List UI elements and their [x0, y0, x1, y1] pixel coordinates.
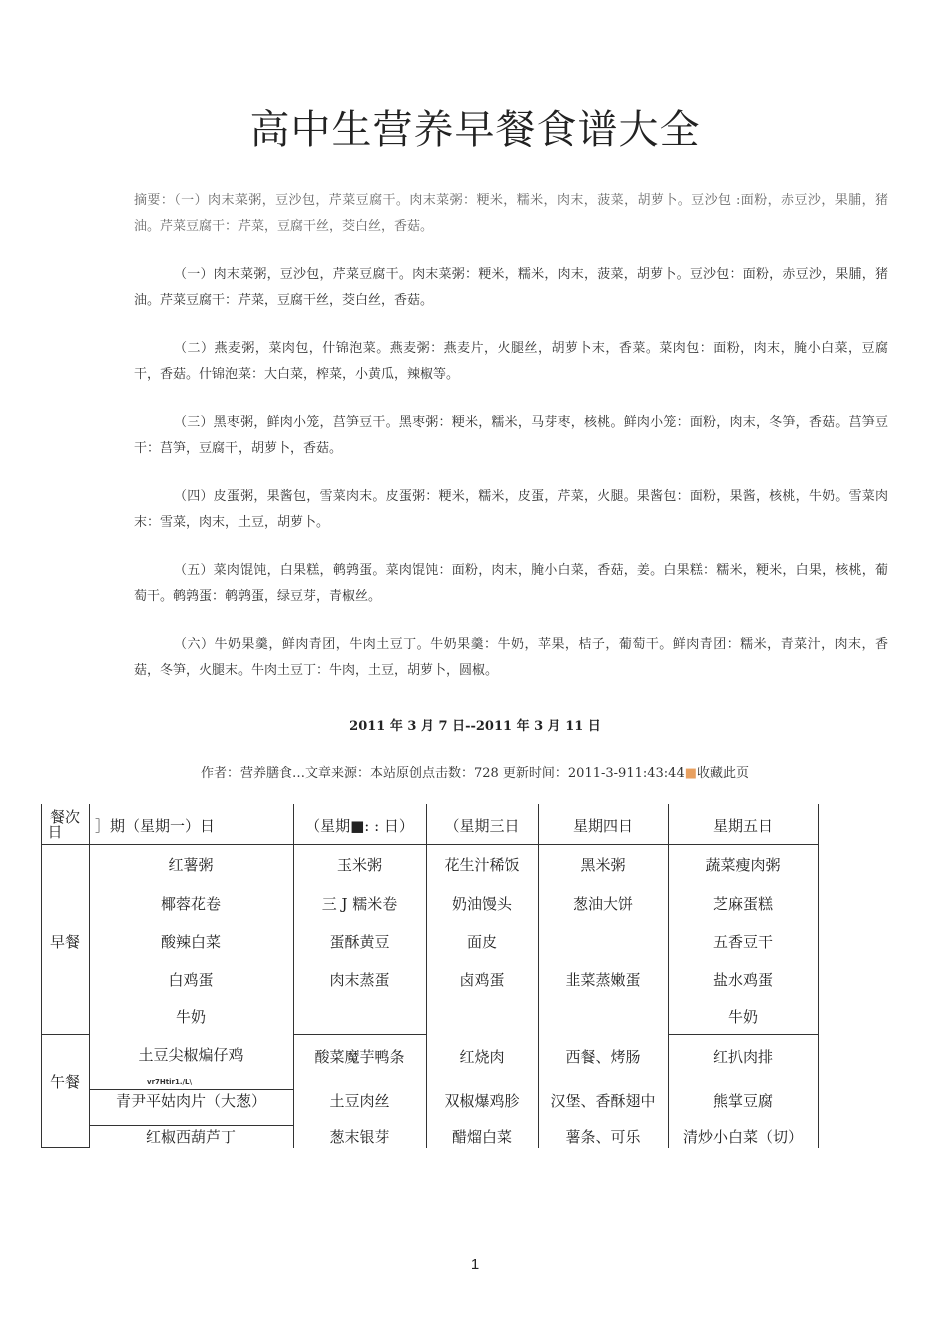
- paragraph-4: （四）皮蛋粥，果酱包，雪菜肉末。皮蛋粥：粳米，糯米，皮蛋，芹菜，火腿。果酱包：面粉，果酱，核桃，牛奶。雪菜肉末：雪菜，肉末，土豆，胡萝卜。: [134, 489, 888, 530]
- article-meta: [0, 762, 950, 781]
- header-monday: ］期（星期一）日: [95, 817, 216, 835]
- page-number: 1: [470, 1256, 480, 1273]
- lunch-item: 清炒小白菜（切）: [682, 1128, 803, 1146]
- lunch-item: 薯条、可乐: [565, 1128, 641, 1146]
- breakfast-item: 葱油大饼: [572, 895, 633, 913]
- paragraph-5: （五）菜肉馄饨，白果糕，鹌鹑蛋。菜肉馄饨：面粉，肉末，腌小白菜，香菇，姜。白果糕：糯米，粳米，白果，核桃，葡萄干。鹌鹑蛋：鹌鹑蛋，绿豆芽，青椒丝。: [134, 563, 888, 604]
- lunch-item: 红烧肉: [459, 1048, 505, 1066]
- table-rule: [41, 1147, 89, 1148]
- lunch-item: 葱末银芽: [329, 1128, 390, 1146]
- breakfast-item: 肉末蒸蛋: [329, 971, 390, 989]
- breakfast-item: 芝麻蛋糕: [712, 895, 773, 913]
- breakfast-item: 蔬菜瘦肉粥: [705, 856, 781, 874]
- breakfast-item: 面皮: [466, 933, 497, 951]
- lunch-item: 双椒爆鸡胗: [444, 1092, 520, 1110]
- lunch-item: 土豆尖椒煸仔鸡: [138, 1046, 244, 1064]
- bookmark-square-icon: ■: [684, 766, 698, 781]
- row-label-breakfast: 早餐: [49, 933, 80, 951]
- breakfast-item: 酸辣白菜: [160, 933, 221, 951]
- breakfast-item: 卤鸡蛋: [459, 971, 505, 989]
- breakfast-item: 奶油馒头: [451, 895, 512, 913]
- header-wednesday: （星期三日: [444, 817, 520, 835]
- bookmark-link[interactable]: 收藏此页: [697, 766, 750, 781]
- date-range: 2011 年 3 月 7 日--2011 年 3 月 11 日: [349, 719, 601, 734]
- breakfast-item: 椰蓉花卷: [160, 895, 221, 913]
- table-rule: [818, 804, 819, 1148]
- table-rule: [41, 804, 42, 1148]
- corner-label-top: 餐次: [49, 808, 80, 826]
- lunch-item: 红椒西葫芦丁: [145, 1128, 236, 1146]
- header-thursday: 星期四日: [572, 817, 633, 835]
- breakfast-item: 牛奶: [175, 1008, 206, 1026]
- lunch-item: 西餐、烤肠: [565, 1048, 641, 1066]
- lunch-item: 熊掌豆腐: [712, 1092, 773, 1110]
- breakfast-item: 牛奶: [727, 1008, 758, 1026]
- breakfast-item: 五香豆干: [712, 933, 773, 951]
- table-rule: [41, 1034, 89, 1035]
- page-title: 高中生营养早餐食谱大全: [249, 107, 701, 153]
- meta-text: 作者：营养膳食…文章来源：本站原创点击数：728 更新时间：2011-3-911:43:44: [200, 766, 685, 781]
- table-rule: [293, 1034, 426, 1035]
- table-rule: [668, 1034, 818, 1035]
- lunch-item: 酸菜魔芋鸭条: [314, 1048, 405, 1066]
- lunch-item: 汉堡、香酥翅中: [550, 1092, 656, 1110]
- paragraph-2: （二）燕麦粥，菜肉包，什锦泡菜。燕麦粥：燕麦片，火腿丝，胡萝卜末，香菜。菜肉包：面粉，肉末，腌小白菜，豆腐干，香菇。什锦泡菜：大白菜，榨菜，小黄瓜，辣椒等。: [134, 341, 888, 382]
- lunch-item: 青尹平姑肉片（大葱）: [115, 1092, 266, 1110]
- breakfast-item: 盐水鸡蛋: [712, 971, 773, 989]
- breakfast-item: 黑米粥: [580, 856, 626, 874]
- paragraph-6: （六）牛奶果羹，鲜肉青团，牛肉土豆丁。牛奶果羹：牛奶，苹果，桔子，葡萄干。鲜肉青团：糯米，青菜汁，肉末，香菇，冬笋，火腿末。牛肉土豆丁：牛肉，土豆，胡萝卜，圆椒。: [134, 637, 888, 678]
- header-friday: 星期五日: [712, 817, 773, 835]
- breakfast-item: 蛋酥黄豆: [329, 933, 390, 951]
- paragraph-1: （一）肉末菜粥，豆沙包，芹菜豆腐干。肉末菜粥：粳米，糯米，肉末，菠菜，胡萝卜。豆沙包：面粉，赤豆沙，果脯，猪油。芹菜豆腐干：芹菜，豆腐干丝，茭白丝，香菇。: [134, 267, 888, 308]
- lunch-item: 醋熘白菜: [451, 1128, 512, 1146]
- breakfast-item: 红薯粥: [168, 856, 214, 874]
- garbled-note: vr7Htir1./L\: [147, 1078, 193, 1086]
- abstract: 摘要：（一）肉末菜粥，豆沙包，芹菜豆腐干。肉末菜粥：粳米，糯米，肉末，菠菜，胡萝卜。豆沙包 :面粉，赤豆沙，果脯，猪油。芹菜豆腐干：芹菜，豆腐干丝，茭白丝，香菇。: [134, 193, 888, 234]
- breakfast-item: 三 J 糯米卷: [321, 895, 398, 913]
- breakfast-item: 玉米粥: [336, 856, 382, 874]
- table-rule: [41, 844, 818, 845]
- paragraph-3: （三）黑枣粥，鲜肉小笼，莒笋豆干。黑枣粥：粳米，糯米，马芽枣，核桃。鲜肉小笼：面粉，肉末，冬笋，香菇。莒笋豆干：莒笋，豆腐干，胡萝卜，香菇。: [134, 415, 888, 456]
- lunch-item: 红扒肉排: [712, 1048, 773, 1066]
- header-tuesday: （星期■: : 日）: [305, 817, 414, 835]
- breakfast-item: 花生汁稀饭: [444, 856, 520, 874]
- breakfast-item: 韭菜蒸嫩蛋: [565, 971, 641, 989]
- row-label-lunch: 午餐: [49, 1073, 80, 1091]
- breakfast-item: 白鸡蛋: [168, 971, 214, 989]
- lunch-item: 土豆肉丝: [329, 1092, 390, 1110]
- corner-label-bottom: 日: [47, 823, 63, 841]
